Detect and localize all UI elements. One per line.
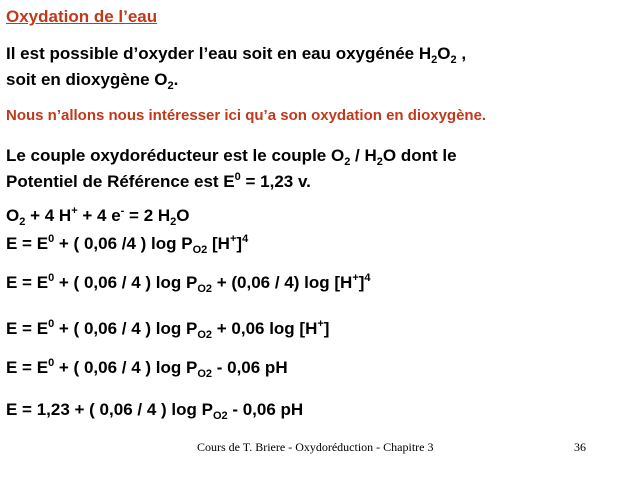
- intro-line-2: soit en dioxygène $O_2$.: [6, 70, 179, 92]
- equation-3: $E = E^0$ + ( 0,06 / 4 ) $\log P_{O2} + 0,06$ log [H+]: [6, 318, 330, 341]
- equation-2: $E = E^0$ + ( 0,06 / 4 ) $\log P_{O2} + (0,06 / 4)$ $\log [H^+]^4$: [6, 272, 371, 295]
- slide-title: Oxydation de l’eau: [6, 7, 158, 26]
- equation-1: $E = E^0$ + ( 0,06 /4 ) $\log P_{O2}$ $[H^+]^4$: [6, 233, 249, 256]
- equation-5: E = 1,23 + ( 0,06 / 4 ) $\log P_{O2} - 0,06$ pH: [6, 400, 304, 422]
- equation-4: $E = E^0$ + ( 0,06 / 4 ) $\log P_{O2} - 0,06$ pH: [6, 357, 288, 380]
- footer-text: Cours de T. Briere - Oxydoréduction - Chapitre 3: [197, 440, 434, 454]
- intro-line-1: Il est possible d’oxyder l’eau soit en eau oxygénée $H_2O_2$ ,: [6, 44, 467, 66]
- page-number: 36: [574, 440, 586, 454]
- note-text: Nous n’allons nous intéresser ici qu’a son oxydation en dioxygène.: [6, 107, 487, 124]
- couple-line-2: Potentiel de Référence est $E^0 = 1,23$ v.: [6, 171, 311, 191]
- half-reaction: $O_2 + 4$ H+ + 4 e- = 2 $H_2O$: [6, 205, 190, 228]
- couple-line-1: Le couple oxydoréducteur est le couple $O_2 / H_2O$ dont le: [6, 146, 457, 168]
